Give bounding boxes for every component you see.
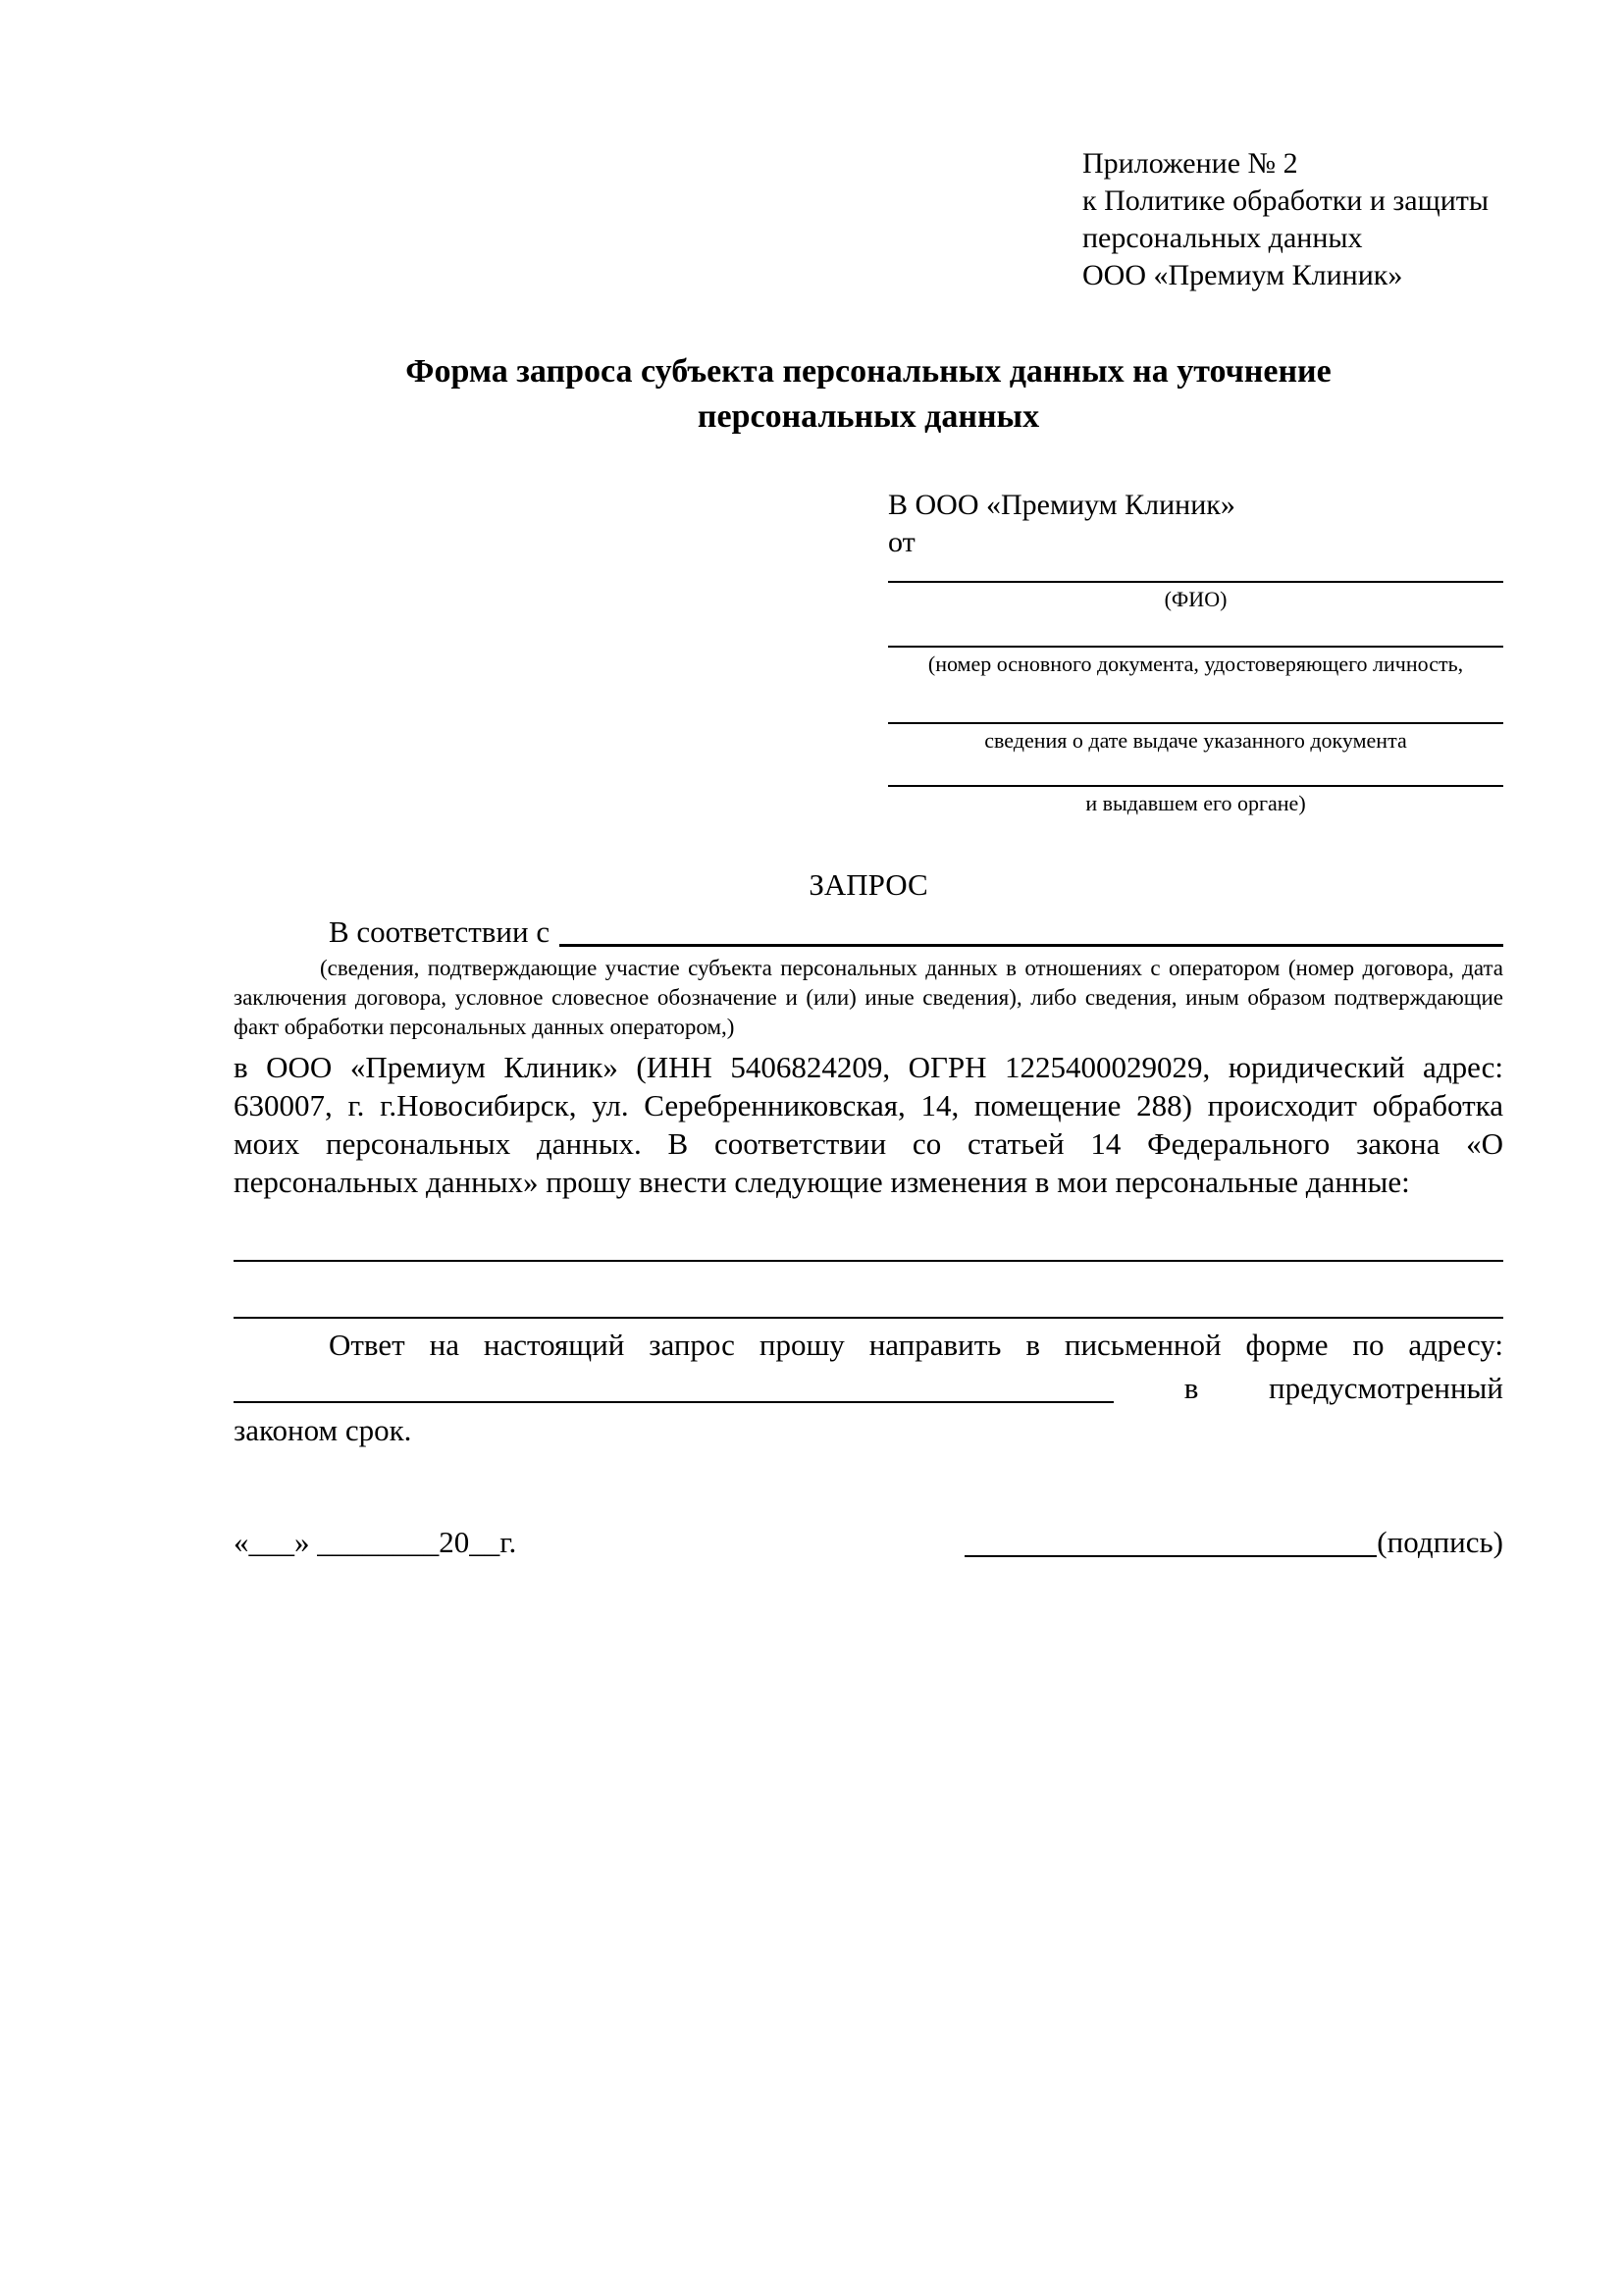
document-number-blank-line [888,614,1503,648]
footer-row [234,1523,1503,1562]
document-content [234,0,1503,1562]
reply-sentence-line1: Ответ на настоящий запрос прошу направить в письменной форме по адресу: [329,1328,1503,1362]
reply-word-predusmotrenny: предусмотренный [1269,1371,1503,1405]
addressee-block [888,487,1503,818]
signature-blank-line [965,1528,1377,1557]
reply-sentence-line2 [234,1368,1503,1409]
reply-word-v: в [1183,1371,1199,1405]
changes-blank-line-2 [234,1262,1503,1319]
document-title: Форма запроса субъекта персональных данных на уточнение персональных данных [405,353,1332,435]
reply-sentence-line3: законом срок. [234,1413,412,1447]
document-number-caption: (номер основного документа, удостоверяющего личность, [927,652,1464,676]
issue-date-caption: сведения о дате выдаче указанного документа [984,728,1407,753]
issuing-authority-caption: и выдавшем его органе) [1085,791,1306,815]
appendix-header-line: Приложение № 2 [1082,147,1298,180]
addressee-from-label: от [888,526,916,558]
fio-blank-line [888,561,1503,583]
signature-area [965,1523,1503,1562]
date-blank-text: «___» ________20__г. [234,1525,517,1559]
accordance-footnote: (сведения, подтверждающие участие субъекта персональных данных в отношениях с оператором (номер договора, дата заключения договора, условное словесное обозначение и (или) иные сведения), либо сведения, иным образом подтверждающие факт обработки персональных данных оператором,) [234,956,1503,1039]
issuing-authority-blank-line [888,756,1503,787]
fio-caption: (ФИО) [1164,587,1228,611]
changes-blank-line-1 [234,1201,1503,1262]
appendix-header [1082,0,1503,294]
issue-date-blank-line [888,679,1503,724]
accordance-line [234,913,1503,952]
accordance-blank-line [559,944,1503,947]
addressee-to: В ООО «Премиум Клиник» [888,489,1235,521]
reply-address-blank-line [234,1374,1114,1403]
appendix-header-line: ООО «Премиум Клиник» [1082,259,1403,291]
request-heading: ЗАПРОС [809,867,928,902]
accordance-lead-text: В соответствии с [329,914,550,949]
appendix-header-line: к Политике обработки и защиты [1082,184,1490,217]
signature-caption: (подпись) [1377,1525,1503,1559]
request-body-paragraph: в ООО «Премиум Клиник» (ИНН 5406824209, ОГРН 1225400029029, юридический адрес: 630007, г. г.Новосибирск, ул. Серебренниковская, 14, помещение 288) происходит обработка моих персональных данных. В соответствии со статьей 14 Федерального закона «О персональных данных» прошу внести следующие изменения в мои персональные данные: [234,1050,1503,1199]
appendix-header-line: персональных данных [1082,222,1363,254]
